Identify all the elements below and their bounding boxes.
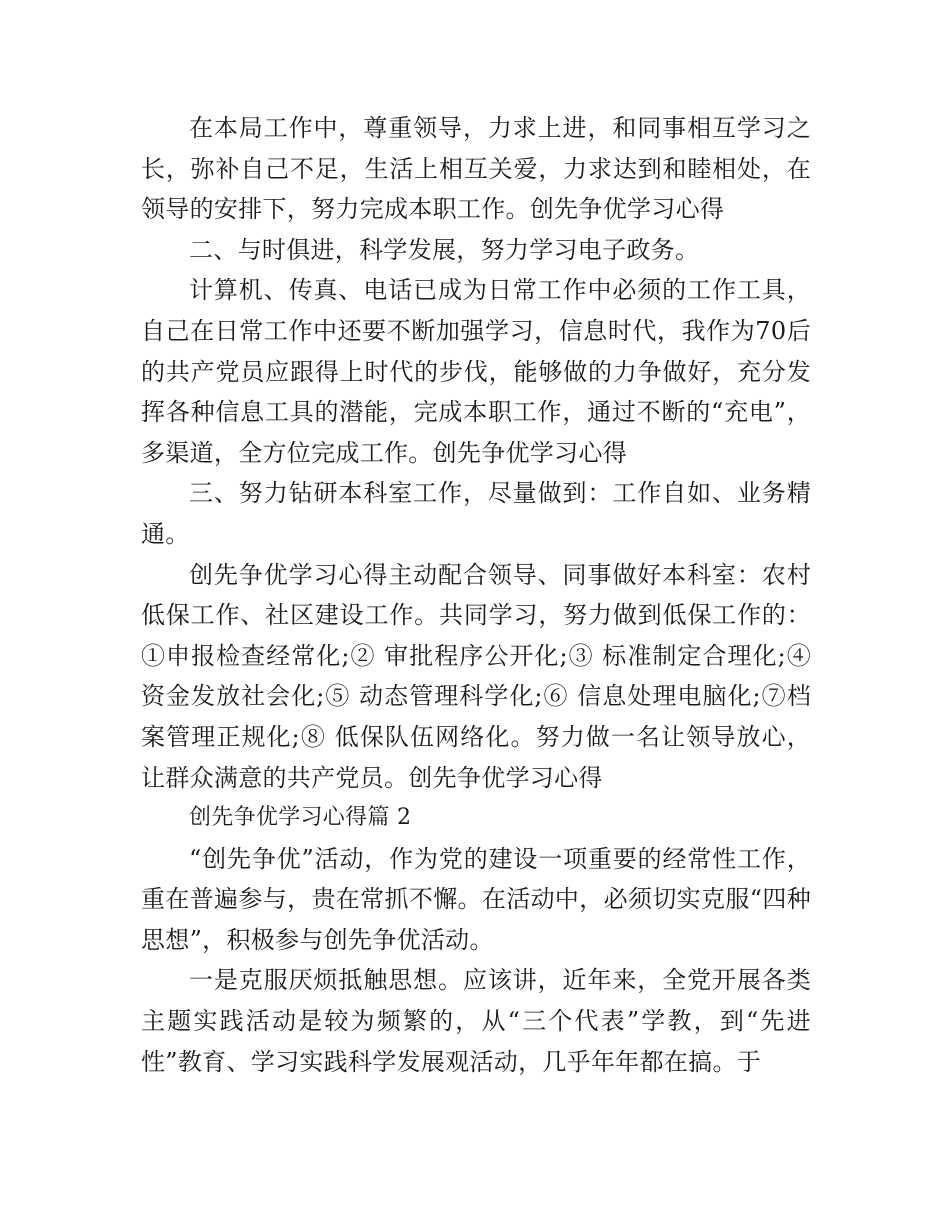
paragraph-information-tools: 计算机、传真、电话已成为日常工作中必须的工作工具，自己在日常工作中还要不断加强学习，信息时代，我作为70后的共产党员应跟得上时代的步伐，能够做的力争做好，充分发挥各种信息工具的潜能，完成本职工作，通过不断的“充电”，多渠道，全方位完成工作。创先争优学习心得: [141, 276, 811, 467]
paragraph-overcome-resistance: 一是克服厌烦抵触思想。应该讲，近年来，全党开展各类主题实践活动是较为频繁的，从“三个代表”学教，到“先进性”教育、学习实践科学发展观活动，几乎年年都在搞。于: [141, 966, 811, 1076]
paragraph-work-attitude: 在本局工作中，尊重领导，力求上进，和同事相互学习之长，弥补自己不足，生活上相互关爱，力求达到和睦相处，在领导的安排下，努力完成本职工作。创先争优学习心得: [141, 114, 811, 224]
section-heading-department-work: 三、努力钻研本科室工作，尽量做到：工作自如、业务精通。: [141, 479, 811, 548]
paragraph-activity-intro: “创先争优”活动，作为党的建设一项重要的经常性工作，重在普遍参与，贵在常抓不懈。在活动中，必须切实克服“四种思想”，积极参与创先争优活动。: [141, 844, 811, 954]
article-heading-part-2: 创先争优学习心得篇 2: [189, 805, 412, 831]
document-body: [141, 108, 811, 1082]
section-heading-e-government: 二、与时俱进，科学发展，努力学习电子政务。: [189, 235, 700, 264]
paragraph-low-income-work: 创先争优学习心得主动配合领导、同事做好本科室：农村低保工作、社区建设工作。共同学习，努力做到低保工作的：①申报检查经常化;② 审批程序公开化;③ 标准制定合理化;④资金发放社会化;⑤ 动态管理科学化;⑥ 信息处理电脑化;⑦档案管理正规化;⑧ 低保队伍网络化。努力做一名让领导放心，让群众满意的共产党员。创先争优学习心得: [141, 560, 811, 792]
